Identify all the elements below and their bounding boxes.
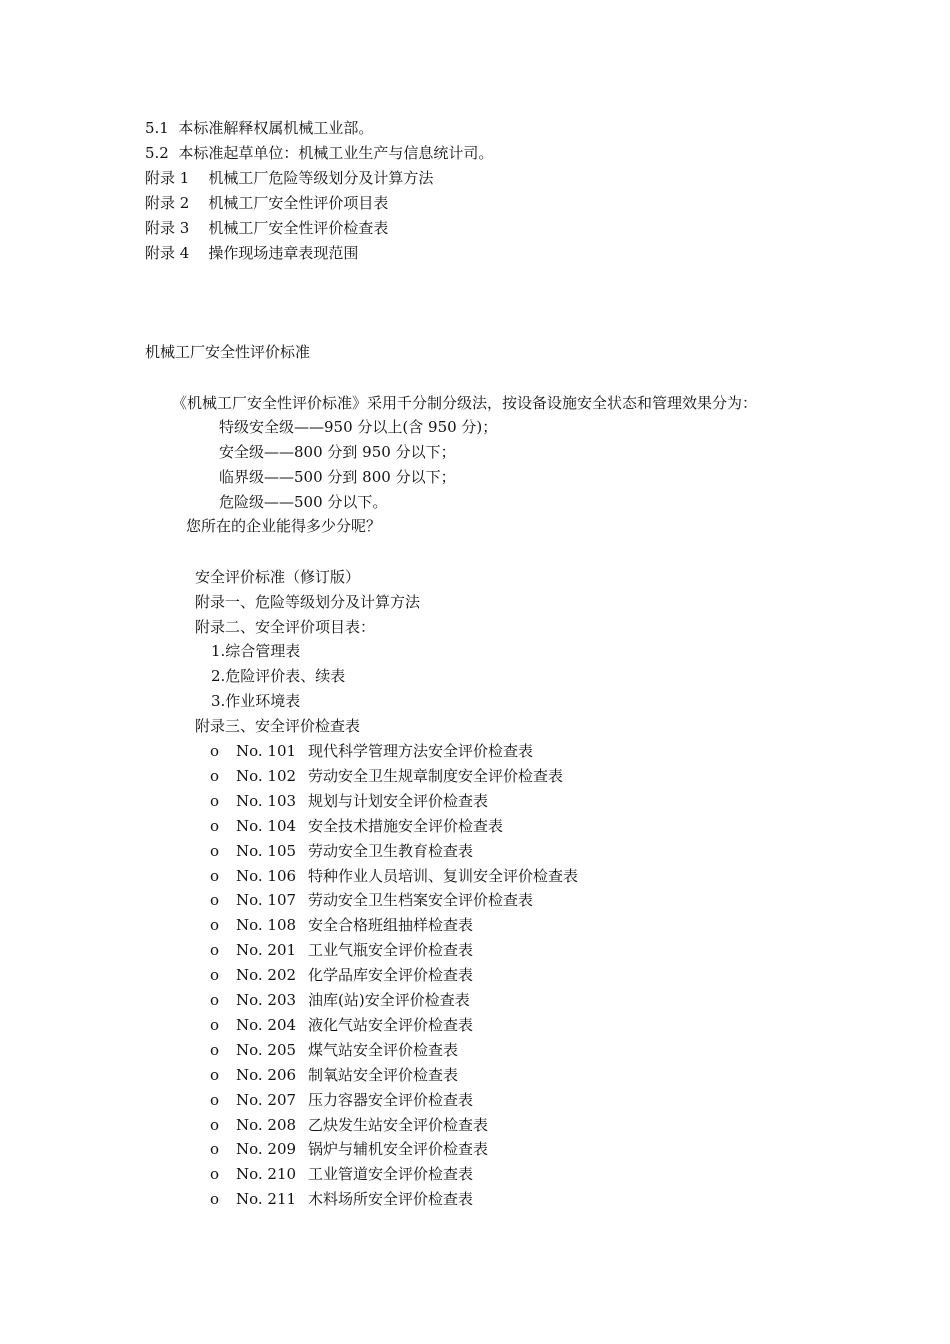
- checklist-title: 劳动安全卫生规章制度安全评价检查表: [308, 767, 564, 785]
- toc-appendix-2-item: 3.作业环境表: [211, 692, 301, 710]
- checklist-code: No. 202: [236, 966, 297, 984]
- bullet-icon: o: [210, 916, 220, 934]
- checklist-title: 锅炉与辅机安全评价检查表: [308, 1140, 489, 1158]
- checklist-code: No. 103: [236, 792, 297, 810]
- checklist-title: 劳动安全卫生教育检查表: [308, 842, 474, 860]
- checklist-title: 压力容器安全评价检查表: [308, 1091, 474, 1109]
- question-line: 您所在的企业能得多少分呢？: [186, 517, 382, 535]
- checklist-title: 油库(站)安全评价检查表: [308, 991, 470, 1009]
- bullet-icon: o: [210, 1116, 220, 1134]
- checklist-code: No. 208: [236, 1116, 297, 1134]
- section-title: 机械工厂安全性评价标准: [145, 343, 311, 361]
- bullet-icon: o: [210, 1140, 220, 1158]
- appendix-2-line: 附录 2 机械工厂安全性评价项目表: [145, 194, 389, 212]
- checklist-code: No. 105: [236, 842, 297, 860]
- checklist-title: 特种作业人员培训、复训安全评价检查表: [308, 867, 579, 885]
- appendix-3-line: 附录 3 机械工厂安全性评价检查表: [145, 219, 389, 237]
- checklist-title: 规划与计划安全评价检查表: [308, 792, 489, 810]
- bullet-icon: o: [210, 941, 220, 959]
- checklist-code: No. 104: [236, 817, 297, 835]
- clause-5-2: 5.2 本标准起草单位：机械工业生产与信息统计司。: [145, 144, 494, 162]
- checklist-title: 煤气站安全评价检查表: [308, 1041, 459, 1059]
- bullet-icon: o: [210, 1041, 220, 1059]
- checklist-code: No. 204: [236, 1016, 297, 1034]
- checklist-title: 液化气站安全评价检查表: [308, 1016, 474, 1034]
- bullet-icon: o: [210, 966, 220, 984]
- checklist-code: No. 108: [236, 916, 297, 934]
- toc-appendix-1: 附录一、危险等级划分及计算方法: [195, 593, 421, 611]
- level-item: 特级安全级——950 分以上(含 950 分)；: [219, 418, 498, 436]
- checklist-title: 现代科学管理方法安全评价检查表: [308, 742, 534, 760]
- checklist-code: No. 207: [236, 1091, 297, 1109]
- checklist-title: 劳动安全卫生档案安全评价检查表: [308, 891, 534, 909]
- checklist-title: 制氧站安全评价检查表: [308, 1066, 459, 1084]
- checklist-title: 木料场所安全评价检查表: [308, 1190, 474, 1208]
- bullet-icon: o: [210, 792, 220, 810]
- checklist-code: No. 203: [236, 991, 297, 1009]
- checklist-code: No. 206: [236, 1066, 297, 1084]
- bullet-icon: o: [210, 867, 220, 885]
- checklist-code: No. 211: [236, 1190, 297, 1208]
- bullet-icon: o: [210, 842, 220, 860]
- appendix-1-line: 附录 1 机械工厂危险等级划分及计算方法: [145, 169, 434, 187]
- appendix-4-line: 附录 4 操作现场违章表现范围: [145, 244, 359, 262]
- level-item: 安全级——800 分到 950 分以下；: [219, 443, 456, 461]
- checklist-code: No. 107: [236, 891, 297, 909]
- bullet-icon: o: [210, 1165, 220, 1183]
- toc-appendix-2: 附录二、安全评价项目表：: [195, 618, 376, 636]
- checklist-code: No. 101: [236, 742, 297, 760]
- checklist-code: No. 102: [236, 767, 297, 785]
- bullet-icon: o: [210, 817, 220, 835]
- checklist-code: No. 201: [236, 941, 297, 959]
- checklist-code: No. 205: [236, 1041, 297, 1059]
- checklist-title: 工业气瓶安全评价检查表: [308, 941, 474, 959]
- bullet-icon: o: [210, 742, 220, 760]
- bullet-icon: o: [210, 1190, 220, 1208]
- checklist-title: 工业管道安全评价检查表: [308, 1165, 474, 1183]
- intro-paragraph: 《机械工厂安全性评价标准》采用千分制分级法，按设备设施安全状态和管理效果分为：: [172, 394, 758, 412]
- checklist-title: 乙炔发生站安全评价检查表: [308, 1116, 489, 1134]
- bullet-icon: o: [210, 1091, 220, 1109]
- bullet-icon: o: [210, 1016, 220, 1034]
- toc-appendix-2-item: 1.综合管理表: [211, 642, 301, 660]
- checklist-title: 安全合格班组抽样检查表: [308, 916, 474, 934]
- bullet-icon: o: [210, 991, 220, 1009]
- level-item: 临界级——500 分到 800 分以下；: [219, 468, 456, 486]
- level-item: 危险级——500 分以下。: [219, 493, 388, 511]
- clause-5-1: 5.1 本标准解释权属机械工业部。: [145, 119, 374, 137]
- bullet-icon: o: [210, 767, 220, 785]
- bullet-icon: o: [210, 891, 220, 909]
- checklist-code: No. 106: [236, 867, 297, 885]
- checklist-code: No. 209: [236, 1140, 297, 1158]
- checklist-code: No. 210: [236, 1165, 297, 1183]
- bullet-icon: o: [210, 1066, 220, 1084]
- toc-appendix-2-item: 2.危险评价表、续表: [211, 667, 346, 685]
- toc-appendix-3: 附录三、安全评价检查表: [195, 717, 361, 735]
- toc-title: 安全评价标准（修订版）: [195, 568, 361, 586]
- checklist-title: 化学品库安全评价检查表: [308, 966, 474, 984]
- checklist-title: 安全技术措施安全评价检查表: [308, 817, 504, 835]
